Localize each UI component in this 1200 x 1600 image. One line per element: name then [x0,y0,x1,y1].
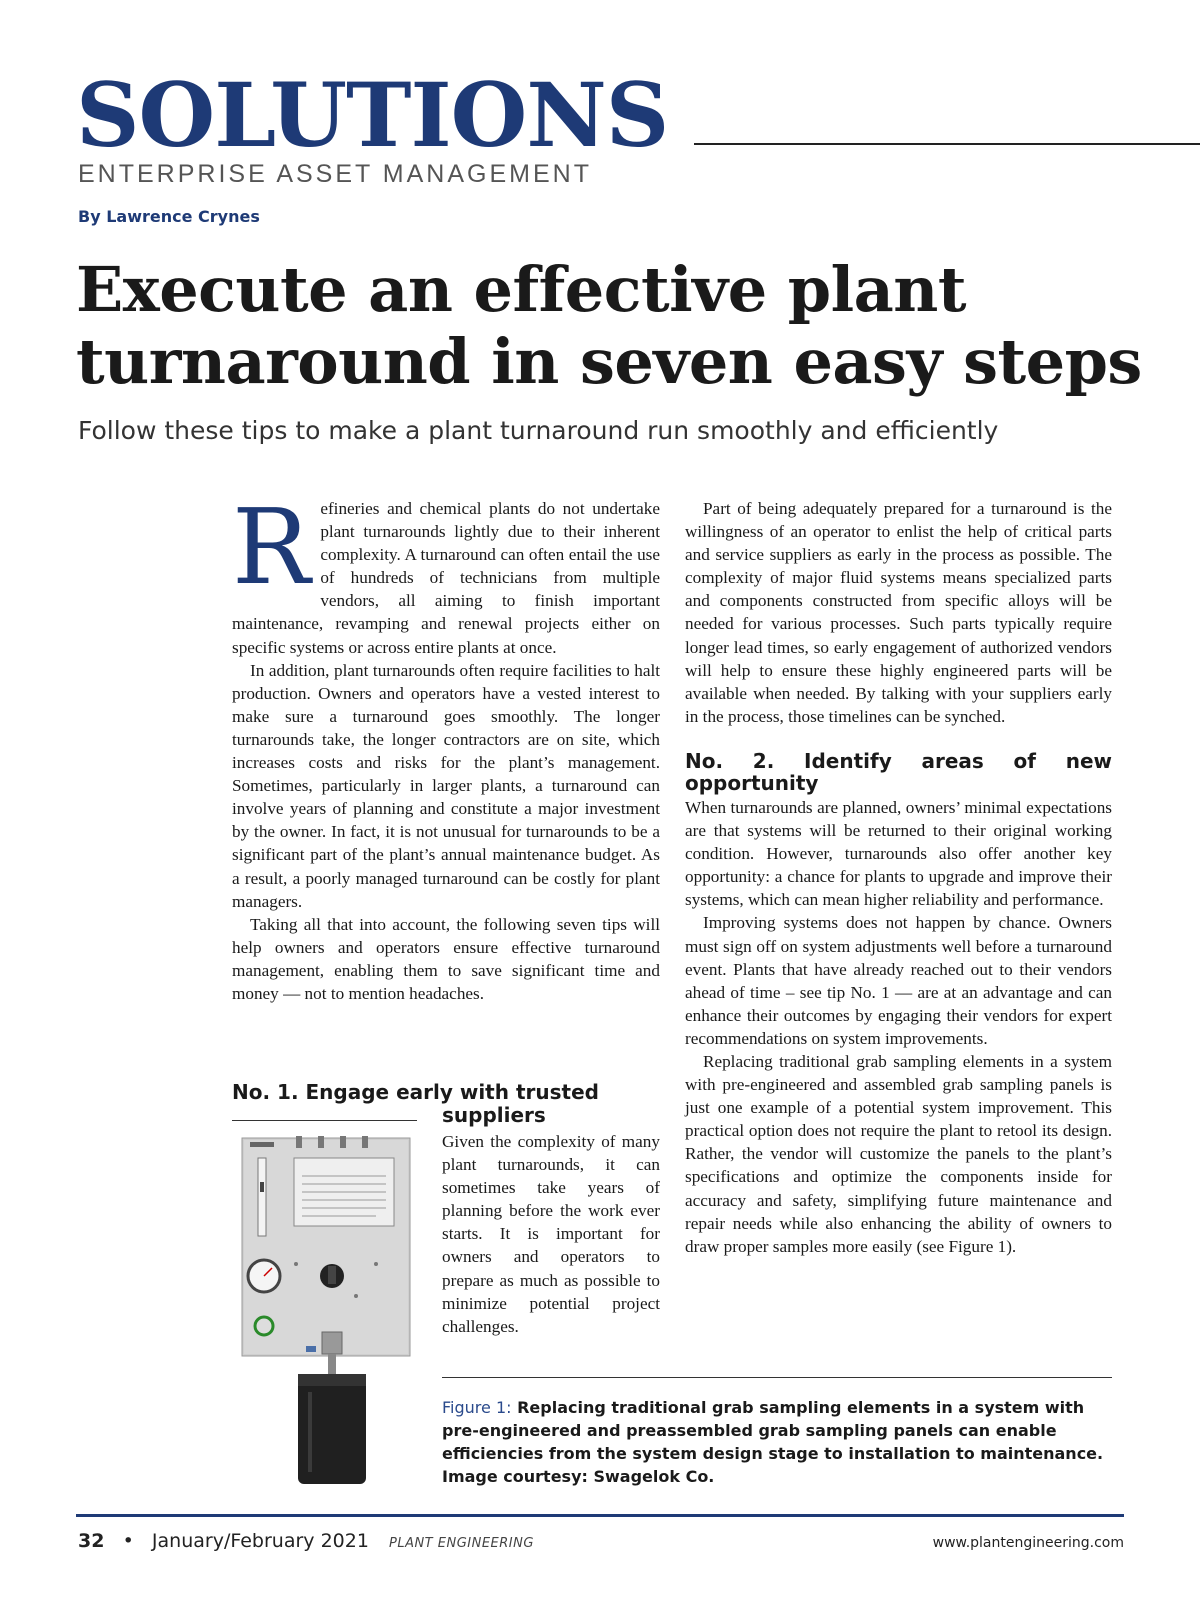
headline-line-1: Execute an effective plant [76,253,967,326]
magazine-name: PLANT ENGINEERING [388,1536,534,1551]
footer-separator: • [122,1530,134,1552]
figure-rule [442,1377,1112,1378]
paragraph: Improving systems does not happen by chance. Owners must sign off on system adjustments well before a turnaround event. Plants that have already reached out to their vendors ahead of time – see tip No. 1 — are at an advantage and can enhance their outcomes by engaging their vendors for expert recommendations on system improvements. [685,913,1112,1048]
section-subtitle: ENTERPRISE ASSET MANAGEMENT [78,160,592,188]
drop-cap: R [232,486,311,608]
paragraph: Taking all that into account, the following seven tips will help owners and operators ensure effective turnaround management, enabling them to save significant time and money — not to mention headaches. [232,914,660,1003]
intro-paragraph [232,486,660,659]
article-deck: Follow these tips to make a plant turnaround run smoothly and efficiently [78,416,999,445]
byline: By Lawrence Crynes [78,207,260,226]
section-title: SOLUTIONS [76,63,669,167]
header-rule [694,143,1200,145]
left-column [232,486,660,1005]
issue-date: January/February 2021 [151,1530,369,1552]
subhead-no2: No. 2. Identify areas of new opportunity [685,748,1112,795]
paragraph: Replacing traditional grab sampling elements in a system with pre-engineered and assembled grab sampling panels is just one example of a potential system improvement. This practical option does not require the plant to retool its design. Rather, the vendor will customize the panels to the plant’s specifications and optimize the components inside for accuracy and safety, simplifying future maintenance and repair needs while also enhancing the ability of owners to draw proper samples more easily (see Figure 1). [685,1051,1112,1256]
article-headline [76,254,1186,398]
subhead-no1-line2: suppliers [442,1103,546,1127]
page-number: 32 [78,1530,105,1552]
grab-sampling-panel-photo [236,1136,416,1486]
paragraph: Given the complexity of many plant turnarounds, it can sometimes take years of planning before the work ever starts. It is important for owners and operators to prepare as much as possible to minimize potential project challenges. [442,1132,660,1336]
footer-rule [76,1514,1124,1517]
figure-caption [442,1396,1112,1488]
right-column [685,497,1112,1258]
subhead-rule [232,1120,417,1121]
paragraph: Part of being adequately prepared for a turnaround is the willingness of an operator to enlist the help of critical parts and service suppliers as early in the process as possible. The complexity of major fluid systems means specialized parts and components constructed from specific alloys will be needed for various processes. Such parts typically require longer lead times, so early engagement of authorized vendors will help to ensure these highly engineered parts will be available when needed. By talking with your suppliers early in the process, those timelines can be synched. [685,499,1112,726]
page-footer [78,1530,534,1552]
headline-line-2: turnaround in seven easy steps [76,325,1142,398]
figure-label: Figure 1: [442,1398,512,1417]
left-column-lower [442,1130,660,1338]
footer-url[interactable]: www.plantengineering.com [932,1535,1124,1551]
figure-caption-text: Replacing traditional grab sampling elements in a system with pre-engineered and preassembled grab sampling panels can enable efficiencies from the system design stage to installation to maintenance. Image courtesy: Swagelok Co. [442,1398,1104,1486]
intro-text: efineries and chemical plants do not undertake plant turnarounds lightly due to their inherent complexity. A turnaround can often entail the use of hundreds of technicians from multiple vendors, all aiming to finish important maintenance, revamping and renewal projects either on specific systems or across entire plants at once. [232,499,660,657]
paragraph: When turnarounds are planned, owners’ minimal expectations are that systems will be returned to their original working condition. However, turnarounds also offer another key opportunity: a chance for plants to upgrade and improve their systems, which can mean higher reliability and performance. [685,797,1112,910]
paragraph: In addition, plant turnarounds often require facilities to halt production. Owners and operators have a vested interest to make sure a turnaround goes smoothly. The longer turnarounds take, the longer contractors are on site, which increases costs and risks for the plant’s management. Sometimes, particularly in larger plants, a turnaround can involve years of planning and constitute a major investment by the owner. In fact, it is not unusual for turnarounds to be a significant part of the plant’s annual maintenance budget. As a result, a poorly managed turnaround can be costly for plant managers. [232,660,660,911]
subhead-no1-line1: No. 1. Engage early with trusted [232,1080,599,1104]
